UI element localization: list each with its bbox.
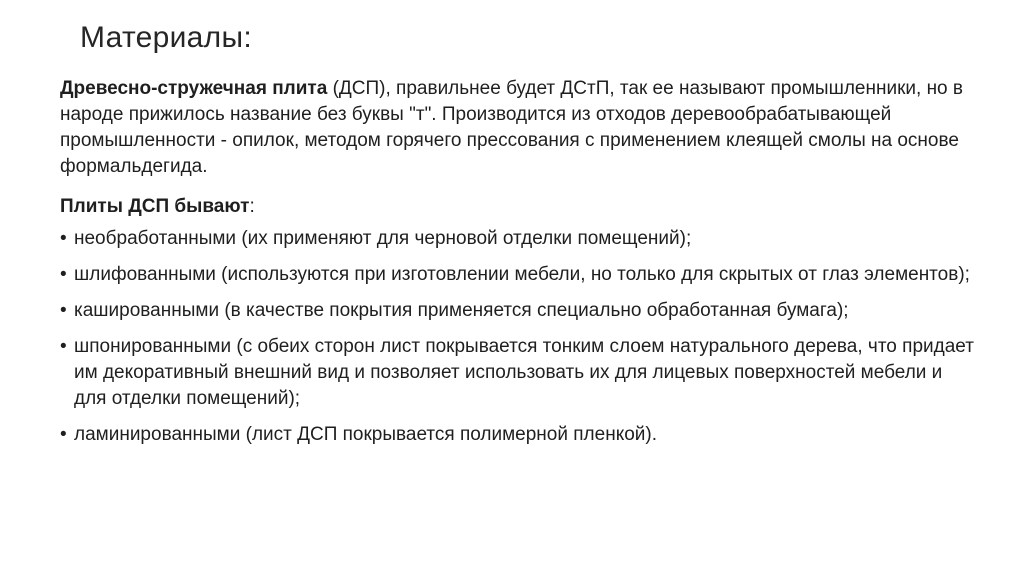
intro-term: Древесно-стружечная плита: [60, 78, 328, 99]
list-item-text: необработанными (их применяют для черновой отделки помещений);: [74, 228, 692, 249]
list-item: [60, 262, 980, 288]
list-item: [60, 226, 980, 252]
types-heading-label: Плиты ДСП бывают: [60, 196, 250, 217]
bullet-icon: •: [60, 228, 67, 249]
slide-title: Материалы:: [80, 21, 252, 54]
list-item-text: шлифованными (используются при изготовлении мебели, но только для скрытых от глаз элементов);: [74, 264, 970, 285]
types-list: [60, 226, 980, 448]
bullet-icon: •: [60, 424, 67, 445]
bullet-icon: •: [60, 336, 67, 357]
list-item: [60, 298, 980, 324]
list-item-text: ламинированными (лист ДСП покрывается полимерной пленкой).: [74, 424, 658, 445]
intro-paragraph: [60, 76, 980, 180]
bullet-icon: •: [60, 300, 67, 321]
bullet-icon: •: [60, 264, 67, 285]
list-item: [60, 422, 980, 448]
types-heading-colon: :: [249, 196, 255, 217]
list-item-text: шпонированными (с обеих сторон лист покрывается тонким слоем натурального дерева, что придает им декоративный внешний вид и позволяет использовать их для лицевых поверхностей мебели и для отделки помещений);: [74, 336, 974, 409]
list-item-text: кашированными (в качестве покрытия применяется специально обработанная бумага);: [74, 300, 849, 321]
list-item: [60, 334, 980, 412]
intro-text: (ДСП), правильнее будет ДСтП, так ее называют промышленники, но в народе прижилось название без буквы "т". Производится из отходов деревообрабатывающей промышленности - опилок, методом горячего прессования с применением клеящей смолы на основе формальдегида.: [60, 78, 963, 177]
slide-body: [60, 76, 980, 458]
types-heading: [60, 194, 980, 220]
